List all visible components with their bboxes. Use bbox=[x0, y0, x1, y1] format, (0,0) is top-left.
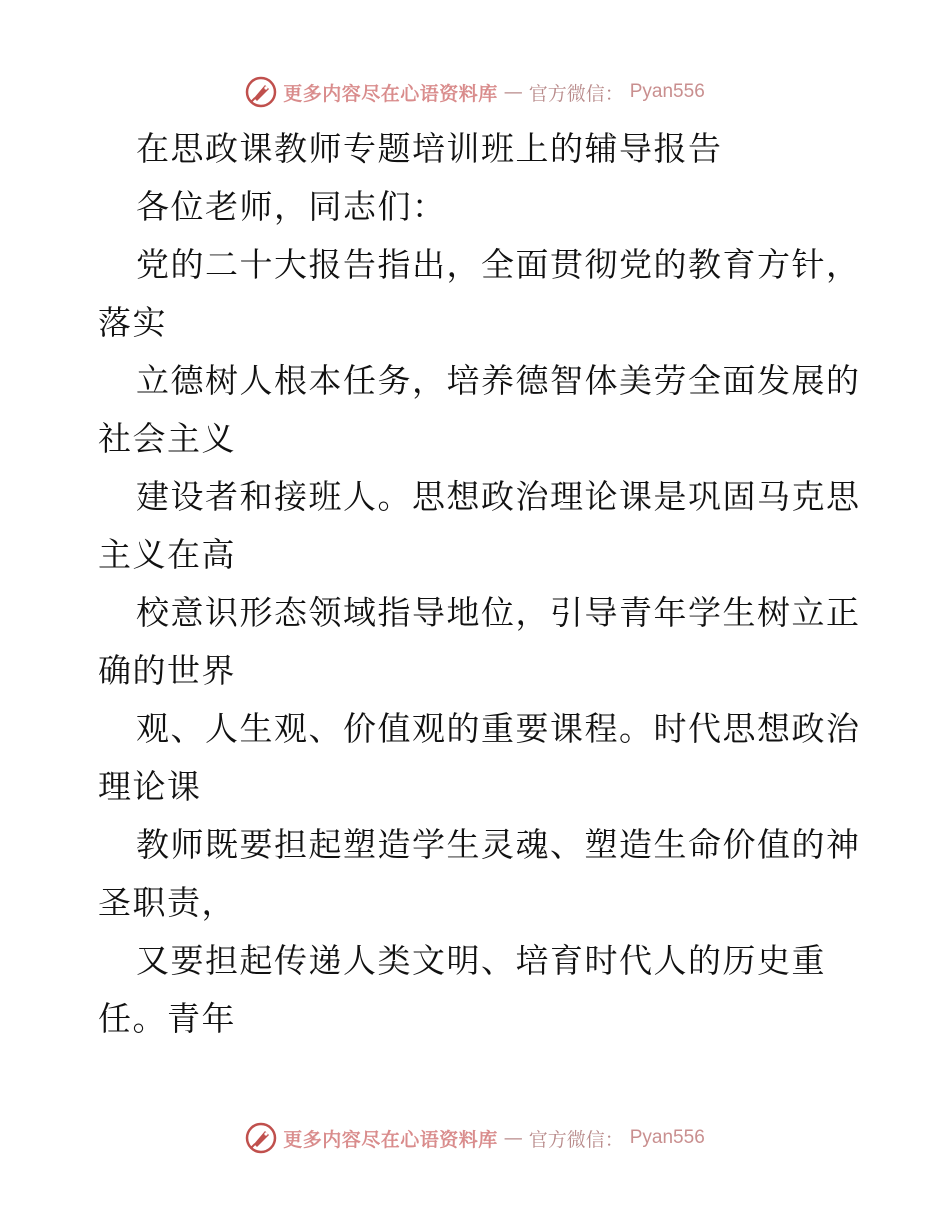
watermark-separator: — bbox=[503, 1127, 523, 1149]
watermark-wechat-id: Pyan556 bbox=[629, 81, 705, 102]
watermark-wechat-id: Pyan556 bbox=[629, 1127, 705, 1148]
text-line: 教师既要担起塑造学生灵魂、塑造生命价值的神 bbox=[136, 825, 861, 864]
watermark-brand: 更多内容尽在心语资料库 bbox=[283, 82, 498, 105]
footer-watermark bbox=[0, 1118, 950, 1158]
watermark-separator: — bbox=[503, 81, 523, 103]
text-line: 理论课 bbox=[98, 767, 202, 806]
text-line: 各位老师，同志们： bbox=[136, 187, 447, 226]
text-line: 观、人生观、价值观的重要课程。时代思想政治 bbox=[136, 709, 861, 748]
text-line: 落实 bbox=[98, 303, 167, 342]
header-watermark bbox=[0, 72, 950, 112]
pen-nib-logo-icon bbox=[245, 76, 277, 108]
text-line: 任。青年 bbox=[98, 999, 236, 1038]
text-line: 校意识形态领域指导地位，引导青年学生树立正 bbox=[136, 593, 861, 632]
text-line: 社会主义 bbox=[98, 419, 236, 458]
text-line: 又要担起传递人类文明、培育时代人的历史重 bbox=[136, 941, 826, 980]
watermark-brand: 更多内容尽在心语资料库 bbox=[283, 1128, 498, 1151]
text-line: 建设者和接班人。思想政治理论课是巩固马克思 bbox=[136, 477, 861, 516]
watermark-label: 官方微信： bbox=[528, 82, 624, 105]
document-body bbox=[98, 120, 861, 1048]
text-line: 圣职责， bbox=[98, 883, 236, 922]
text-line: 立德树人根本任务，培养德智体美劳全面发展的 bbox=[136, 361, 861, 400]
watermark-label: 官方微信： bbox=[528, 1128, 624, 1151]
pen-nib-logo-icon bbox=[245, 1122, 277, 1154]
text-line: 在思政课教师专题培训班上的辅导报告 bbox=[136, 129, 723, 168]
text-line: 党的二十大报告指出，全面贯彻党的教育方针， bbox=[136, 245, 861, 284]
text-line: 主义在高 bbox=[98, 535, 236, 574]
text-line: 确的世界 bbox=[98, 651, 236, 690]
